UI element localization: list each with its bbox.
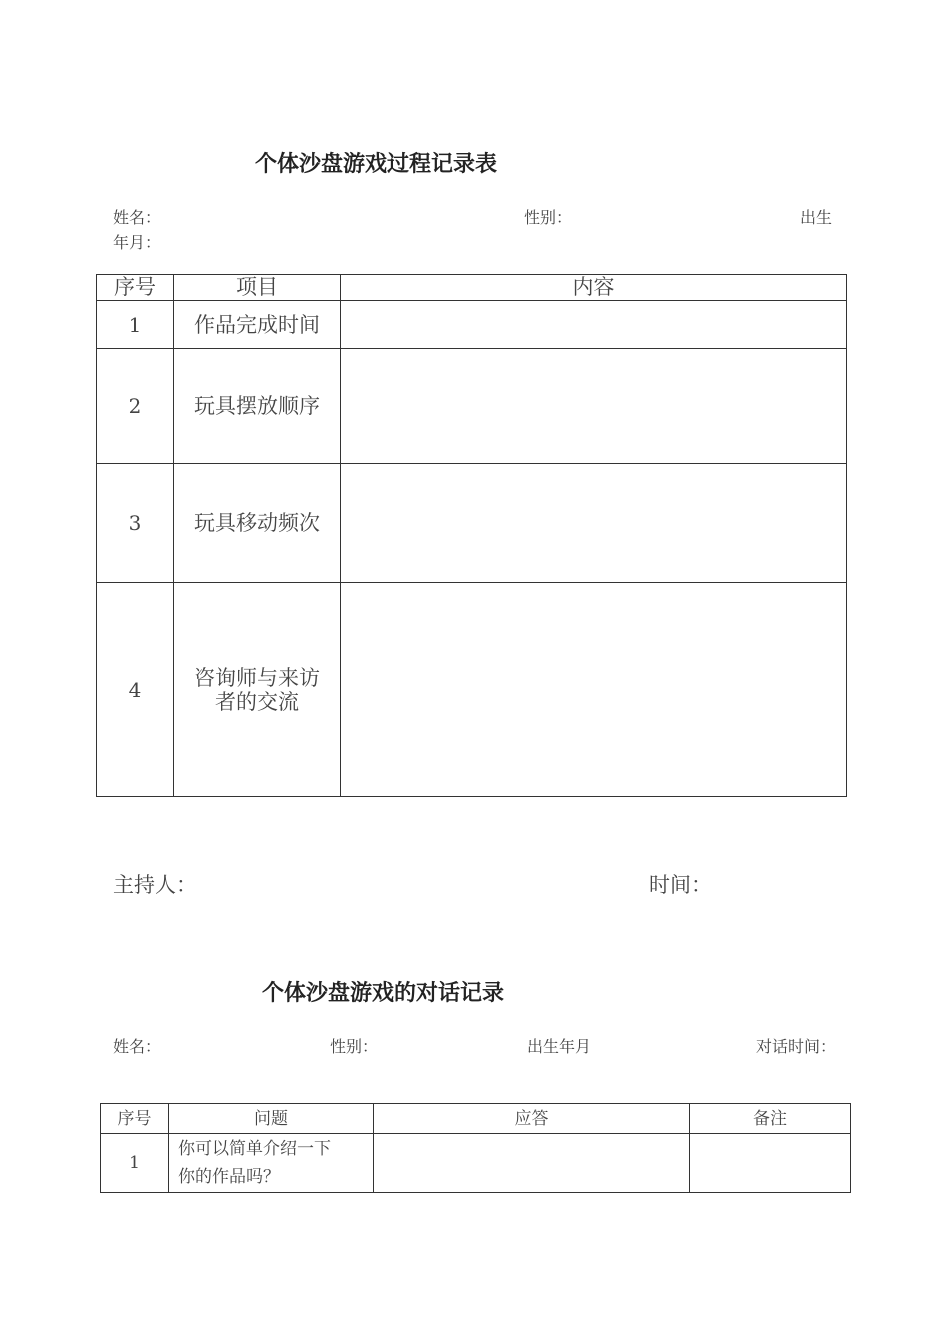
column-header-answer: 应答 (374, 1104, 690, 1134)
column-header-question: 问题 (169, 1104, 374, 1134)
row-note-cell[interactable] (690, 1134, 851, 1193)
row-item-line: 咨询师与来访 (194, 665, 320, 690)
table-row (101, 1134, 851, 1193)
row-number: 2 (97, 349, 174, 464)
row-item: 玩具摆放顺序 (174, 349, 341, 464)
table-row (97, 464, 847, 583)
dialogue-gender-label: 性别： (330, 1037, 379, 1056)
record-form-title: 个体沙盘游戏过程记录表 (255, 151, 498, 177)
row-number: 4 (97, 583, 174, 797)
table-header-row (101, 1104, 851, 1134)
column-header-number: 序号 (101, 1104, 169, 1134)
dialogue-name-label: 姓名： (113, 1037, 162, 1056)
row-number: 3 (97, 464, 174, 583)
row-question (169, 1134, 374, 1193)
row-number: 1 (97, 301, 174, 349)
row-number: 1 (101, 1134, 169, 1193)
row-item: 玩具移动频次 (174, 464, 341, 583)
birth-label: 出生 (800, 208, 833, 227)
question-line: 你的作品吗？ (178, 1167, 280, 1187)
record-table (96, 274, 847, 797)
row-content-cell[interactable] (341, 583, 847, 797)
row-content-cell[interactable] (341, 301, 847, 349)
dialogue-time-label: 对话时间： (756, 1037, 837, 1056)
question-line: 你可以简单介绍一下 (178, 1139, 331, 1159)
table-header-row (97, 275, 847, 301)
dialogue-table (100, 1103, 851, 1193)
gender-label: 性别： (524, 208, 573, 227)
column-header-number: 序号 (97, 275, 174, 301)
column-header-item: 项目 (174, 275, 341, 301)
row-content-cell[interactable] (341, 464, 847, 583)
table-row (97, 583, 847, 797)
row-item: 作品完成时间 (174, 301, 341, 349)
row-item-line: 者的交流 (215, 689, 299, 714)
dialogue-form-title: 个体沙盘游戏的对话记录 (262, 980, 505, 1006)
column-header-content: 内容 (341, 275, 847, 301)
table-row (97, 349, 847, 464)
birth-label-continued: 年月： (113, 233, 162, 252)
dialogue-birth-label: 出生年月 (527, 1037, 592, 1056)
host-label: 主持人： (113, 873, 197, 897)
time-label: 时间： (649, 873, 712, 897)
table-row (97, 301, 847, 349)
column-header-note: 备注 (690, 1104, 851, 1134)
name-label: 姓名： (113, 208, 162, 227)
row-content-cell[interactable] (341, 349, 847, 464)
row-answer-cell[interactable] (374, 1134, 690, 1193)
row-item (174, 583, 341, 797)
